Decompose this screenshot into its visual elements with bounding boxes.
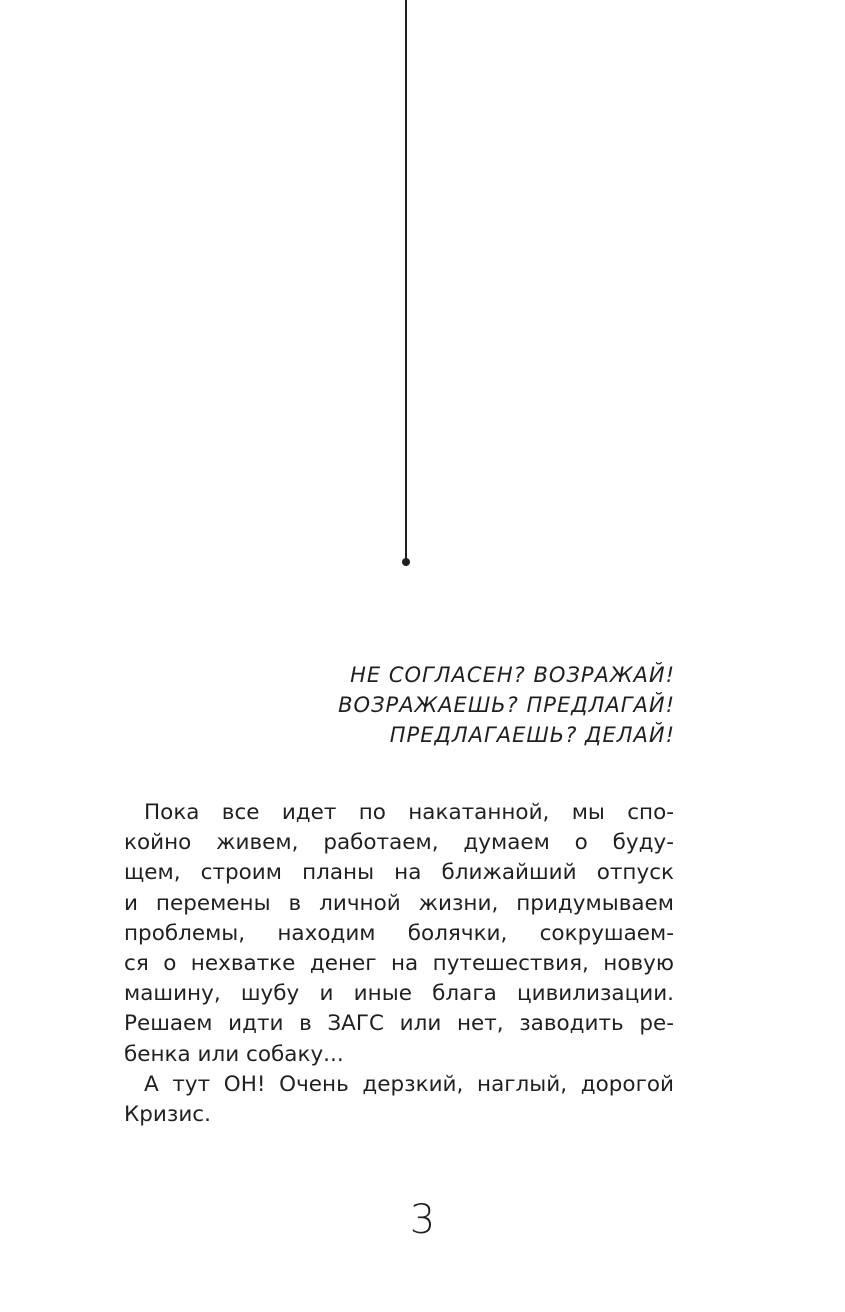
paragraph-line: койно живем, работаем, думаем о буду- — [124, 830, 674, 856]
decorative-vertical-line — [405, 0, 407, 561]
paragraph-line: А тут ОН! Очень дерзкий, наглый, дорогой — [144, 1071, 674, 1097]
epigraph — [255, 660, 675, 750]
paragraph-line: Решаем идти в ЗАГС или нет, заводить ре- — [124, 1011, 674, 1037]
paragraph-line: Кризис. — [124, 1102, 211, 1128]
epigraph-line: НЕ СОГЛАСЕН? ВОЗРАЖАЙ! — [350, 663, 675, 687]
epigraph-line: ВОЗРАЖАЕШЬ? ПРЕДЛАГАЙ! — [338, 693, 675, 717]
paragraph-line: ся о нехватке денег на путешествия, новую — [124, 951, 674, 977]
page-number: 3 — [409, 1197, 436, 1243]
decorative-line-end-dot — [402, 558, 410, 566]
paragraph-line: Пока все идет по накатанной, мы спо- — [144, 800, 674, 825]
paragraph-line: щем, строим планы на ближайший отпуск — [124, 860, 674, 886]
paragraph-line: и перемены в личной жизни, придумываем — [124, 890, 674, 916]
epigraph-line: ПРЕДЛАГАЕШЬ? ДЕЛАЙ! — [389, 723, 675, 747]
paragraph-line: машину, шубу и иные блага цивилизации. — [124, 981, 674, 1007]
body-text — [124, 798, 674, 1130]
paragraph-line: проблемы, находим болячки, сокрушаем- — [124, 920, 674, 946]
paragraph-line: бенка или собаку... — [124, 1041, 344, 1067]
